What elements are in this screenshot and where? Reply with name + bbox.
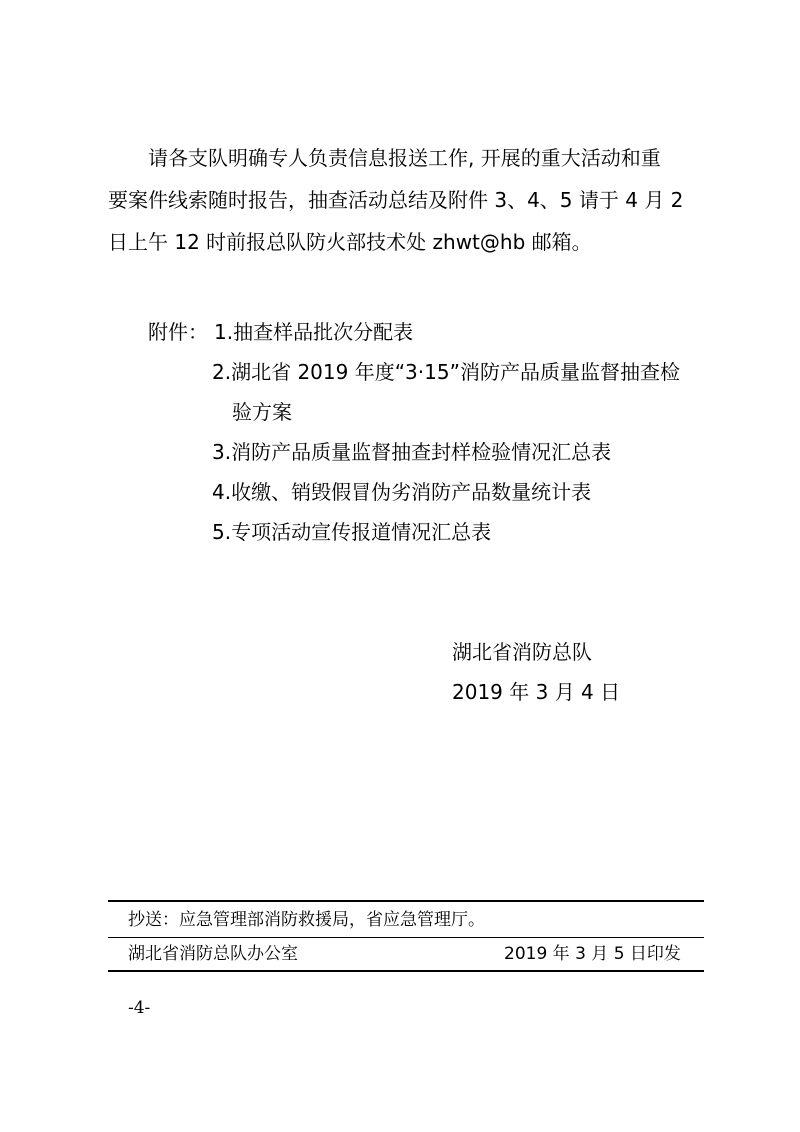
footer-top-rule [108,900,704,902]
signature-org: 湖北省消防总队 [452,640,592,664]
attachment-item-2: 2.湖北省 2019 年度“3·15”消防产品质量监督抽查检 [212,360,680,384]
footer-middle-rule [108,937,704,938]
footer-issue-date: 2019 年 3 月 5 日印发 [504,944,681,964]
attachment-item-1: 1.抽查样品批次分配表 [214,320,414,344]
footer-cc: 抄送：应急管理部消防救援局，省应急管理厅。 [128,910,485,930]
attachments-label: 附件： [148,320,208,344]
body-paragraph-line-3 [108,221,708,263]
footer-issuer: 湖北省消防总队办公室 [128,944,298,964]
attachment-item-2-continued: 验方案 [232,400,292,424]
footer-bottom-rule [108,970,704,972]
paragraph-line-1: 请各支队明确专人负责信息报送工作, 开展的重大活动和重 [148,146,661,170]
attachment-item-5: 5.专项活动宣传报道情况汇总表 [212,520,492,544]
page-number: -4- [128,998,151,1018]
signature-date: 2019 年 3 月 4 日 [452,680,621,704]
paragraph-line-2: 要案件线索随时报告，抽查活动总结及附件 3、4、5 请于 4 月 2 [108,188,684,212]
body-paragraph-line-2 [108,179,708,221]
paragraph-line-3: 日上午 12 时前报总队防火部技术处 zhwt@hb 邮箱。 [108,230,592,254]
attachment-item-4: 4.收缴、销毁假冒伪劣消防产品数量统计表 [212,480,592,504]
body-paragraph [108,137,708,179]
attachment-item-3: 3.消防产品质量监督抽查封样检验情况汇总表 [212,440,612,464]
